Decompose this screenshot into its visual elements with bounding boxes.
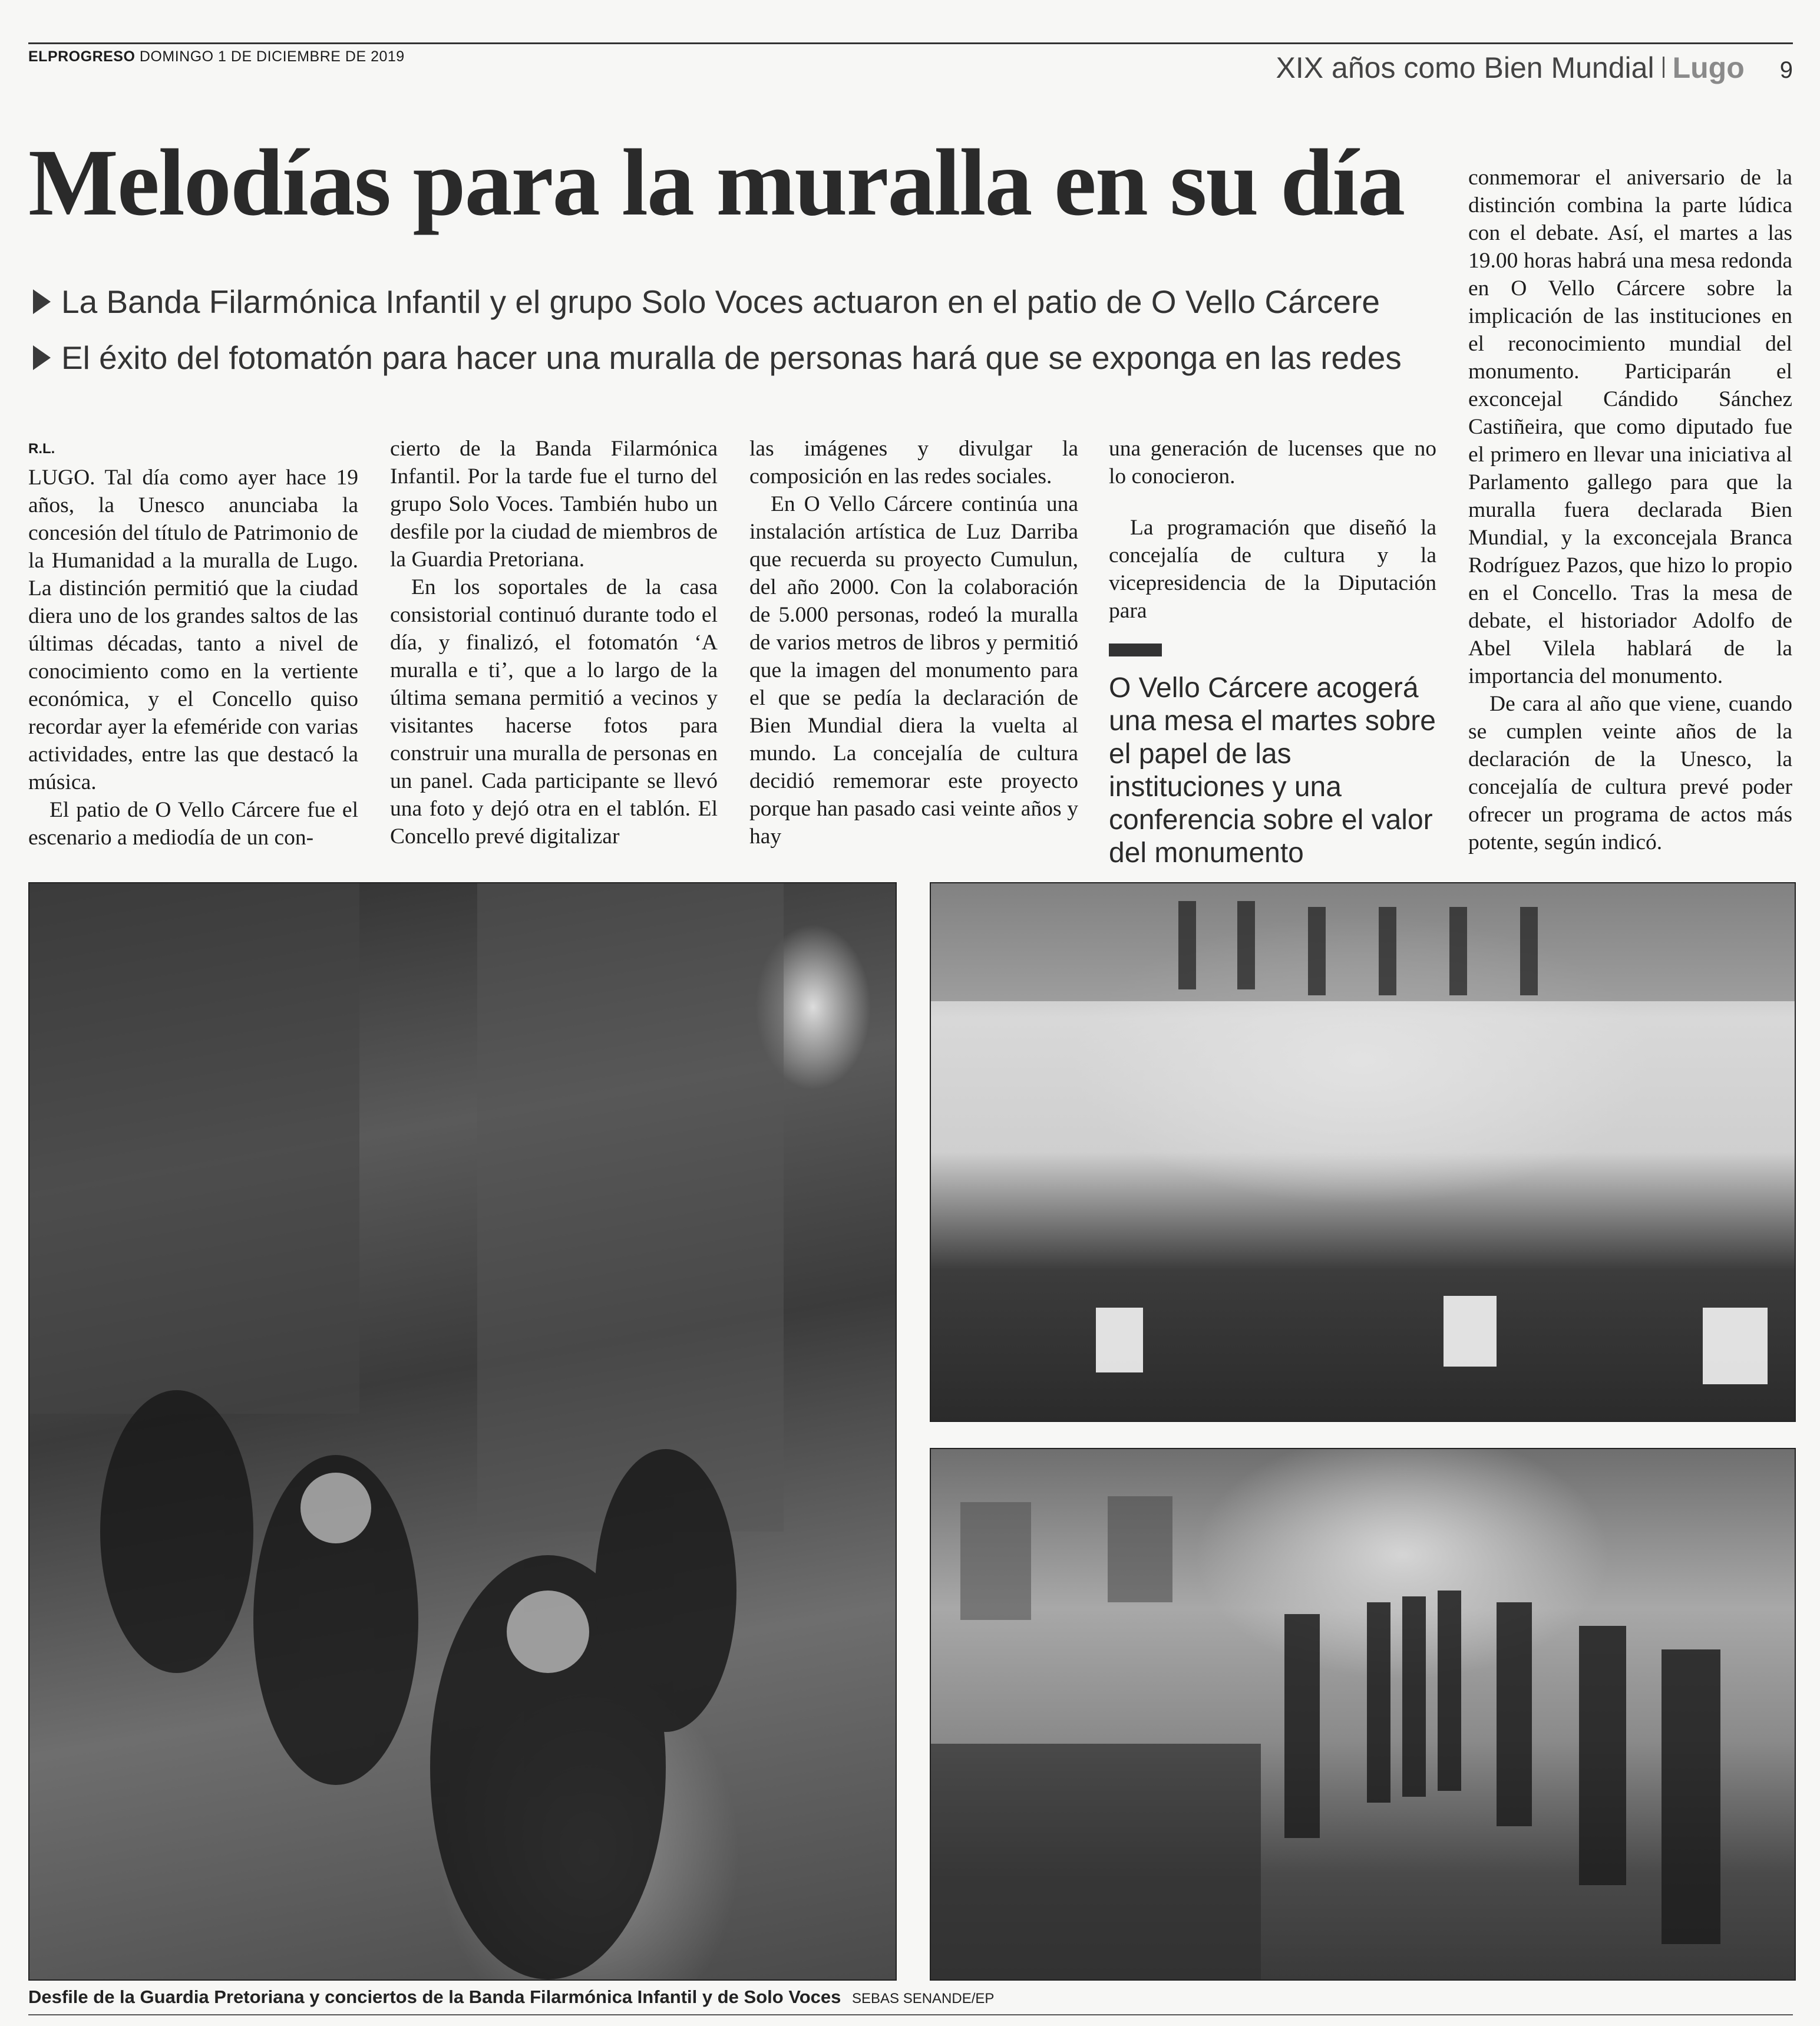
triangle-bullet-icon (33, 345, 51, 370)
paragraph: El patio de O Vello Cárcere fue el escenario a mediodía de un con- (28, 798, 358, 850)
header-left (28, 48, 405, 65)
paragraph: De cara al año que viene, cuando se cumplen veinte años de la declaración de la Unesco, la concejalía de cultura prevé poder ofrecer un programa de actos más potente, según indicó. (1468, 692, 1792, 854)
headline: Melodías para la muralla en su día (28, 130, 1405, 236)
brand-name: ELPROGRESO (28, 48, 136, 65)
paragraph: LUGO. Tal día como ayer hace 19 años, la Unesco anunciaba la concesión del título de Patrimonio de la Humanidad a la muralla de Lugo. La distinción permitió que la ciudad diera uno de los grandes saltos de las últimas décadas, tanto a nivel de conocimiento como en la vertiente económica, y el Concello quiso recordar ayer la efeméride con varias actividades, entre las que destacó la música. (28, 466, 358, 794)
caption-text: Desfile de la Guardia Pretoriana y conciertos de la Banda Filarmónica Infantil y de Solo Voces (28, 1987, 841, 2007)
top-rule (28, 42, 1793, 44)
section-title: XIX años como Bien Mundial (1276, 51, 1654, 84)
pullquote-bar (1109, 644, 1162, 656)
subhead-2 (33, 339, 1402, 377)
page-number: 9 (1779, 57, 1793, 83)
photo-solo-voces-concert (930, 1448, 1796, 1981)
paragraph: La programación que diseñó la concejalía de cultura y la vicepresidencia de la Diputación para (1109, 516, 1436, 623)
subhead-1-text: La Banda Filarmónica Infantil y el grupo Solo Voces actuaron en el patio de O Vello Cárcere (61, 283, 1380, 320)
text-column-1 (28, 435, 358, 852)
byline: R.L. (28, 441, 55, 457)
choir-scene-illustration (931, 1449, 1795, 1979)
paragraph: conmemorar el aniversario de la distinción combina la parte lúdica con el debate. Así, el martes a las 19.00 horas habrá una mesa redonda en O Vello Cárcere sobre la implicación de las instituciones en el reconocimiento mundial del monumento. Participarán el exconcejal Cándido Sánchez Castiñeira, que como diputado fue el primero en llevar una iniciativa al Parlamento gallego para que la muralla fuera declarada Bien Mundial, y la exconcejala Branca Rodríguez Pazos, que hizo lo propio en el Concello. Tras la mesa de debate, el historiador Adolfo de Abel Vilela hablará de la importancia del monumento. (1468, 166, 1792, 688)
photo-credit: SEBAS SENANDE/EP (851, 1991, 995, 2007)
paragraph: una generación de lucenses que no lo conocieron. (1109, 437, 1436, 489)
issue-date: DOMINGO 1 DE DICIEMBRE DE 2019 (139, 48, 405, 65)
parade-scene-illustration (29, 883, 896, 1979)
subhead-2-text: El éxito del fotomatón para hacer una muralla de personas hará que se exponga en las redes (61, 339, 1402, 376)
text-column-4 (1109, 435, 1436, 625)
subhead-1 (33, 283, 1380, 321)
triangle-bullet-icon (33, 289, 51, 314)
text-column-3 (749, 435, 1078, 850)
paragraph: En los soportales de la casa consistorial continuó durante todo el día, y finalizó, el fotomatón ‘A muralla e ti’, que a lo largo de la última semana permitió a vecinos y visitantes hacerse fotos para construir una muralla de personas en un panel. Cada participante se llevó una foto y dejó otra en el tablón. El Concello prevé digitalizar (390, 575, 718, 849)
pullquote: O Vello Cárcere acogerá una mesa el martes sobre el papel de las instituciones y una conferencia sobre el valor del monumento (1109, 672, 1436, 869)
photo-guardia-pretoriana-parade (28, 882, 897, 1981)
text-column-5 (1468, 164, 1792, 856)
paragraph: En O Vello Cárcere continúa una instalación artística de Luz Darriba que recuerda su proyecto Cumulun, del año 2000. Con la colaboración de 5.000 personas, rodeó la muralla de varios metros de libros y permitió que la imagen del monumento para el que se pedía la declaración de Bien Mundial diera la vuelta al mundo. La concejalía de cultura decidió rememorar este proyecto porque han pasado casi veinte años y hay (749, 492, 1078, 849)
section-city: Lugo (1672, 51, 1745, 84)
paragraph: cierto de la Banda Filarmónica Infantil. Por la tarde fue el turno del grupo Solo Voces. También hubo un desfile por la ciudad de miembros de la Guardia Pretoriana. (390, 437, 718, 572)
text-column-2 (390, 435, 718, 850)
photo-banda-filarmonica-concert (930, 882, 1796, 1422)
photo-caption (28, 1987, 994, 2008)
orchestra-scene-illustration (931, 883, 1795, 1421)
header-right (1276, 51, 1793, 85)
header-separator (1663, 57, 1664, 78)
bottom-rule (28, 2014, 1793, 2015)
paragraph: las imágenes y divulgar la composición en las redes sociales. (749, 437, 1078, 489)
